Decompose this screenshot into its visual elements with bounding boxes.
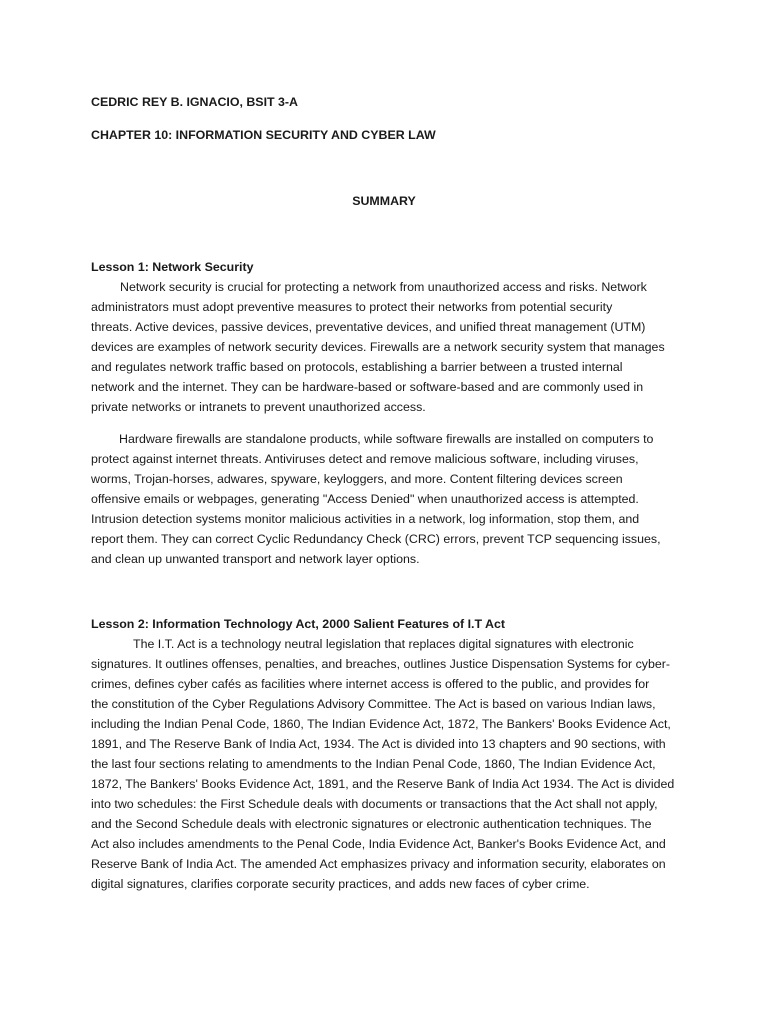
text-line: worms, Trojan-horses, adwares, spyware, keyloggers, and more. Content filtering devices screen: [91, 472, 623, 486]
text-line: report them. They can correct Cyclic Redundancy Check (CRC) errors, prevent TCP sequencing issues,: [91, 532, 661, 546]
text-line: Hardware firewalls are standalone products, while software firewalls are installed on computers to: [119, 432, 654, 446]
text-line: Act also includes amendments to the Penal Code, India Evidence Act, Banker's Books Evidence Act, and: [91, 837, 666, 851]
text-line: including the Indian Penal Code, 1860, The Indian Evidence Act, 1872, The Bankers' Books Evidence Act,: [91, 717, 671, 731]
text-line: into two schedules: the First Schedule deals with documents or transactions that the Act shall not apply,: [91, 797, 658, 811]
text-line: crimes, defines cyber cafés as facilities where internet access is offered to the public, and provides for: [91, 677, 650, 691]
text-line: protect against internet threats. Antiviruses detect and remove malicious software, including viruses,: [91, 452, 639, 466]
text-line: 1872, The Bankers' Books Evidence Act, 1891, and the Reserve Bank of India Act 1934. The Act is divided: [91, 777, 675, 791]
text-line: and regulates network traffic based on protocols, establishing a barrier between a trusted internal: [91, 360, 623, 374]
lesson-2-title: Lesson 2: Information Technology Act, 2000 Salient Features of I.T Act: [91, 617, 506, 631]
text-line: 1891, and The Reserve Bank of India Act, 1934. The Act is divided into 13 chapters and 90 sections, with: [91, 737, 666, 751]
chapter-title: CHAPTER 10: INFORMATION SECURITY AND CYBER LAW: [91, 128, 436, 142]
text-line: and clean up unwanted transport and network layer options.: [91, 552, 420, 566]
summary-heading: SUMMARY: [352, 194, 416, 208]
text-line: the constitution of the Cyber Regulations Advisory Committee. The Act is based on various Indian laws,: [91, 697, 656, 711]
lesson-1-paragraph-2: [91, 429, 677, 569]
author-line: CEDRIC REY B. IGNACIO, BSIT 3-A: [91, 95, 298, 109]
text-line: the last four sections relating to amendments to the Indian Penal Code, 1860, The Indian Evidence Act,: [91, 757, 656, 771]
lesson-1-section: [91, 257, 677, 569]
text-line: offensive emails or webpages, generating "Access Denied" when unauthorized access is attempted.: [91, 492, 639, 506]
document-page: [91, 0, 677, 1024]
lesson-1-paragraph-1: [91, 277, 677, 417]
text-line: administrators must adopt preventive measures to protect their networks from potential security: [91, 300, 613, 314]
text-line: private networks or intranets to prevent unauthorized access.: [91, 400, 426, 414]
text-line: The I.T. Act is a technology neutral legislation that replaces digital signatures with electronic: [133, 637, 634, 651]
text-line: digital signatures, clarifies corporate security practices, and adds new faces of cyber crime.: [91, 877, 590, 891]
lesson-1-title: Lesson 1: Network Security: [91, 260, 254, 274]
text-line: Network security is crucial for protecting a network from unauthorized access and risks. Network: [120, 280, 647, 294]
text-line: and the Second Schedule deals with electronic signatures or electronic authentication techniques. The: [91, 817, 652, 831]
lesson-2-paragraph-1: [91, 634, 677, 894]
text-line: devices are examples of network security devices. Firewalls are a network security system that manages: [91, 340, 665, 354]
text-line: signatures. It outlines offenses, penalties, and breaches, outlines Justice Dispensation Systems for cyber-: [91, 657, 670, 671]
text-line: network and the internet. They can be hardware-based or software-based and are commonly used in: [91, 380, 644, 394]
text-line: Intrusion detection systems monitor malicious activities in a network, log information, stop them, and: [91, 512, 640, 526]
lesson-2-section: [91, 614, 677, 894]
text-line: Reserve Bank of India Act. The amended Act emphasizes privacy and information security, elaborates on: [91, 857, 666, 871]
text-line: threats. Active devices, passive devices, preventative devices, and unified threat management (UTM): [91, 320, 646, 334]
